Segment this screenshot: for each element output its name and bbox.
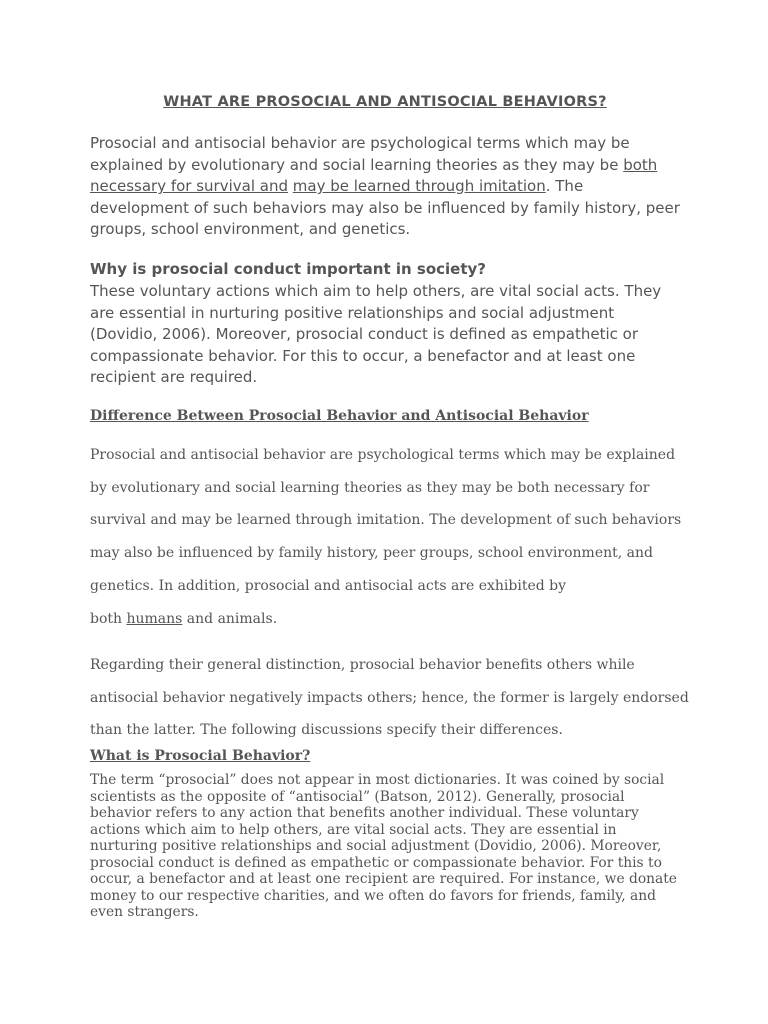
definition-heading: What is Prosocial Behavior?: [90, 748, 311, 764]
definition-paragraph: The term “prosocial” does not appear in most dictionaries. It was coined by social scientists as the opposite of “antisocial” (Batson, 2012). Generally, prosocial behavior refers to any action that benefits another individual. These voluntary actions which aim to help others, are vital social acts. They are essential in nurturing positive relationships and social adjustment (Dovidio, 2006). Moreover, prosocial conduct is defined as empathetic or compassionate behavior. For this to occur, a benefactor and at least one recipient are required. For instance, we donate money to our respective charities, and we often do favors for friends, family, and even strangers.: [90, 772, 677, 920]
importance-paragraph: These voluntary actions which aim to help others, are vital social acts. They are essential in nurturing positive relationships and social adjustment (Dovidio, 2006). Moreover, prosocial conduct is defined as empathetic or compassionate behavior. For this to occur, a benefactor and at least one recipient are required.: [90, 282, 662, 386]
intro-text-1: Prosocial and antisocial behavior are psychological terms which may be explained by evolutionary and social learning theories as they may be: [90, 134, 630, 174]
intro-link-survival[interactable]: both necessary for survival and: [90, 155, 658, 195]
intro-text-3: . The development of such behaviors may also be influenced by family history, peer groups, school environment, and genetics.: [90, 177, 680, 238]
difference-text-3: and animals.: [182, 610, 278, 627]
intro-link-imitation[interactable]: may be learned through imitation: [292, 177, 546, 195]
difference-link-humans[interactable]: humans: [126, 610, 183, 627]
difference-heading: Difference Between Prosocial Behavior and Antisocial Behavior: [90, 408, 589, 424]
intro-paragraph: [90, 133, 680, 241]
importance-heading: Why is prosocial conduct important in society?: [90, 260, 486, 278]
distinction-paragraph: Regarding their general distinction, prosocial behavior benefits others while antisocial behavior negatively impacts others; hence, the former is largely endorsed than the latter. The following discussions specify their differences.: [90, 657, 689, 739]
document-title: WHAT ARE PROSOCIAL AND ANTISOCIAL BEHAVIORS?: [163, 94, 607, 110]
difference-paragraph: [90, 439, 690, 635]
difference-text-2: both: [90, 610, 127, 627]
difference-text-1: Prosocial and antisocial behavior are psychological terms which may be explained by evolutionary and social learning theories as they may be both necessary for survival and may be learned through imitation. The development of such behaviors may also be influenced by family history, peer groups, school environment, and genetics. In addition, prosocial and antisocial acts are exhibited by: [90, 447, 682, 594]
